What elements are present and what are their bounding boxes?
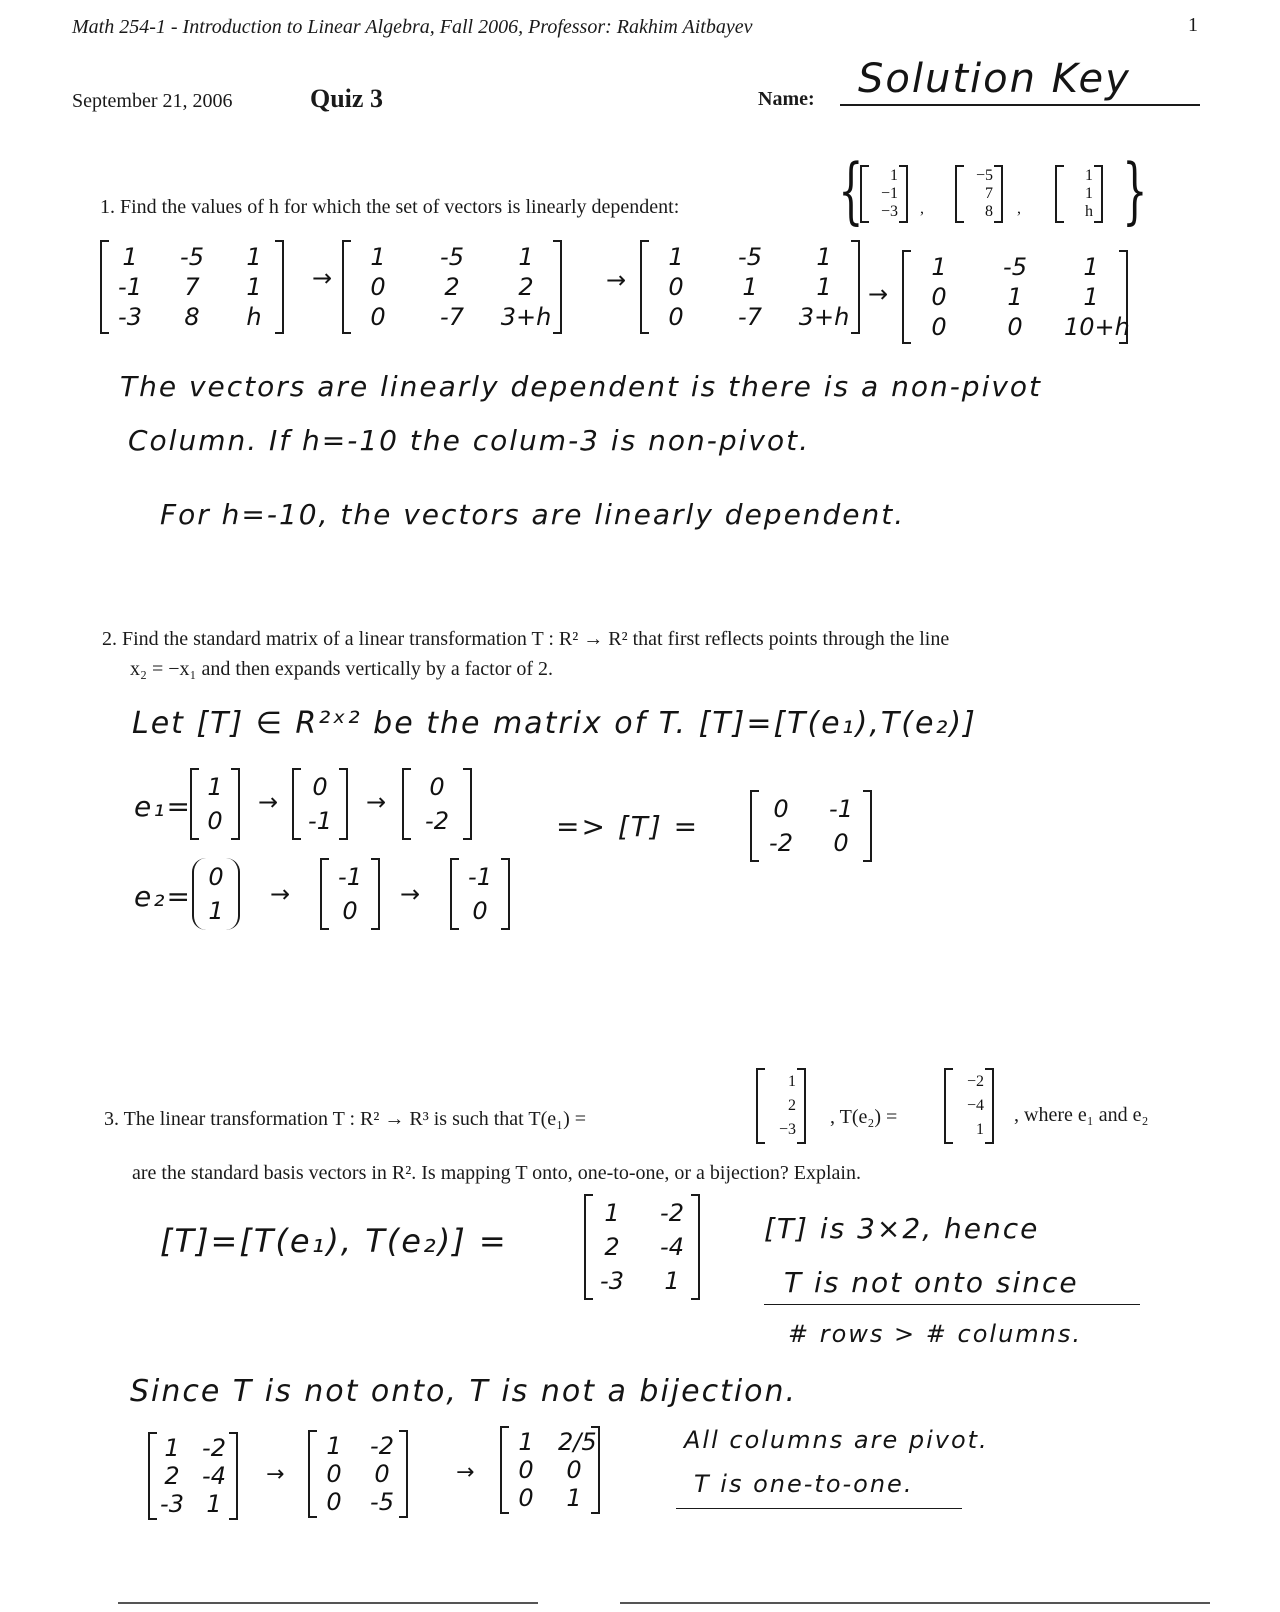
cell: 1 (604, 1199, 620, 1227)
q3-pivot-line-1: All columns are pivot. (684, 1426, 989, 1454)
arrow-icon: → (266, 1462, 287, 1487)
cell: 0 (668, 273, 684, 301)
pivot-underline (676, 1508, 962, 1509)
q1-set-open-brace: { (838, 148, 864, 232)
cell: 1 (1083, 283, 1099, 311)
comma: , (1017, 200, 1021, 217)
cell: 1 (566, 1484, 582, 1512)
q3-since-line: Since T is not onto, T is not a bijection. (130, 1374, 798, 1409)
name-label: Name: (758, 88, 815, 110)
scan-edge-mark (620, 1602, 1210, 1604)
cell: -1 (468, 863, 492, 891)
q2-prompt-line-1: 2. Find the standard matrix of a linear transformation T : R² → R² that first reflects points through the line (102, 628, 950, 650)
q3-note-3: # rows > # columns. (788, 1320, 1083, 1348)
cell: 1 (122, 243, 138, 271)
cell: 1 (518, 243, 534, 271)
cell: −3 (880, 203, 898, 220)
cell: -3 (600, 1267, 624, 1295)
cell: 0 (370, 273, 386, 301)
cell: -4 (660, 1233, 684, 1261)
cell: 0 (370, 303, 386, 331)
cell: -5 (1003, 253, 1027, 281)
cell: 1 (816, 243, 832, 271)
cell: h (1085, 203, 1093, 220)
cell: 1 (664, 1267, 680, 1295)
cell: −1 (880, 185, 898, 202)
e1-expanded (402, 768, 472, 840)
cell: 8 (985, 203, 993, 220)
q3-reduce-3 (500, 1426, 600, 1514)
cell: 1 (788, 1073, 796, 1090)
cell: -3 (160, 1490, 184, 1518)
cell: -1 (338, 863, 362, 891)
q1-answer-line-1: The vectors are linearly dependent is there is a non-pivot (120, 370, 1043, 403)
cell: 0 (931, 283, 947, 311)
cell: 1 (1085, 185, 1093, 202)
cell: 2 (444, 273, 460, 301)
cell: 2 (604, 1233, 620, 1261)
cell: 1 (1085, 167, 1093, 184)
q1-prompt: 1. Find the values of h for which the set of vectors is linearly dependent: (100, 196, 680, 218)
cell: 7 (184, 273, 200, 301)
cell: -5 (738, 243, 762, 271)
q1-conclusion: For h=-10, the vectors are linearly dependent. (160, 498, 906, 531)
cell: -2 (769, 829, 793, 857)
cell: 0 (518, 1484, 534, 1512)
cell: 2/5 (558, 1428, 597, 1456)
cell: 0 (326, 1488, 342, 1516)
name-underline (840, 104, 1200, 106)
q1-set-close-brace: } (1122, 148, 1148, 232)
cell: 1 (370, 243, 386, 271)
cell: 2 (518, 273, 534, 301)
q3-T-def: [T]=[T(e₁), T(e₂)] = (160, 1222, 508, 1260)
cell: 1 (742, 273, 758, 301)
q3-reduce-2 (308, 1430, 408, 1518)
cell: −4 (966, 1097, 984, 1114)
cell: 0 (668, 303, 684, 331)
page-number: 1 (1188, 14, 1198, 36)
cell: 1 (518, 1428, 534, 1456)
arrow-icon: → (868, 280, 891, 308)
q1-vector-1 (860, 165, 908, 223)
cell: 2 (164, 1462, 180, 1490)
cell: 0 (931, 313, 947, 341)
e1-label: e₁= (134, 790, 192, 823)
cell: -1 (308, 807, 332, 835)
cell: -2 (660, 1199, 684, 1227)
cell: -3 (118, 303, 142, 331)
cell: 1 (890, 167, 898, 184)
cell: 8 (184, 303, 200, 331)
arrow-icon: → (270, 880, 293, 908)
cell: -7 (440, 303, 464, 331)
cell: -2 (425, 807, 449, 835)
comma: , (920, 200, 924, 217)
arrow-icon: → (400, 880, 423, 908)
cell: 1 (1007, 283, 1023, 311)
cell: 1 (206, 1490, 222, 1518)
cell: 0 (326, 1460, 342, 1488)
cell: 0 (833, 829, 849, 857)
q3-prompt-a: 3. The linear transformation T : R² → R³ is such that T(e₁) = (104, 1108, 587, 1130)
q3-Te2 (944, 1068, 994, 1144)
cell: h (246, 303, 262, 331)
cell: 0 (566, 1456, 582, 1484)
cell: -2 (370, 1432, 394, 1460)
cell: 7 (985, 185, 993, 202)
q3-pivot-line-2: T is one-to-one. (694, 1470, 914, 1498)
cell: 3+h (500, 303, 552, 331)
cell: −2 (966, 1073, 984, 1090)
e1-vector (190, 768, 240, 840)
q2-prompt-line-2: x₂ = −x₁ and then expands vertically by a factor of 2. (130, 658, 554, 680)
e2-label: e₂= (134, 880, 192, 913)
cell: 1 (326, 1432, 342, 1460)
cell: -5 (370, 1488, 394, 1516)
cell: 10+h (1064, 313, 1130, 341)
cell: 2 (788, 1097, 796, 1114)
cell: -4 (202, 1462, 226, 1490)
quiz-date: September 21, 2006 (72, 90, 233, 112)
cell: -1 (829, 795, 853, 823)
arrow-icon: → (258, 788, 281, 816)
cell: −3 (778, 1121, 796, 1138)
cell: 0 (429, 773, 445, 801)
cell: -2 (202, 1434, 226, 1462)
cell: -7 (738, 303, 762, 331)
note-underline (764, 1304, 1140, 1305)
cell: 0 (518, 1456, 534, 1484)
cell: 1 (976, 1121, 984, 1138)
cell: -5 (180, 243, 204, 271)
q1-matrix-4 (902, 250, 1128, 344)
q1-vector-3 (1055, 165, 1103, 223)
q3-prompt-line-2: are the standard basis vectors in R². Is mapping T onto, one-to-one, or a bijection? Explain. (132, 1162, 861, 1184)
q1-vector-2 (955, 165, 1003, 223)
e2-vector (192, 858, 240, 930)
q1-answer-line-2: Column. If h=-10 the colum-3 is non-pivot. (128, 424, 811, 457)
cell: 1 (207, 773, 223, 801)
cell: 0 (312, 773, 328, 801)
cell: 0 (374, 1460, 390, 1488)
cell: −5 (975, 167, 993, 184)
cell: 3+h (798, 303, 850, 331)
scan-edge-mark (118, 1602, 538, 1604)
cell: 0 (207, 807, 223, 835)
arrow-icon: → (606, 266, 629, 294)
q3-Te2-label: , T(e₂) = (830, 1106, 898, 1128)
q3-Te1 (756, 1068, 806, 1144)
cell: -1 (118, 273, 142, 301)
arrow-icon: → (456, 1460, 477, 1485)
cell: 1 (816, 273, 832, 301)
q1-matrix-1 (100, 240, 284, 334)
q3-reduce-1 (148, 1432, 238, 1520)
cell: 1 (246, 243, 262, 271)
e2-expanded (450, 858, 510, 930)
q2-let-line: Let [T] ∈ R²ˣ² be the matrix of T. [T]=[T(e₁),T(e₂)] (132, 706, 977, 741)
e2-reflected (320, 858, 380, 930)
q2-T-matrix (750, 790, 872, 862)
q3-T-matrix (584, 1194, 700, 1300)
cell: -5 (440, 243, 464, 271)
cell: 1 (668, 243, 684, 271)
q2-implies: => [T] = (556, 810, 700, 843)
course-title: Math 254-1 - Introduction to Linear Algebra, Fall 2006, Professor: Rakhim Aitbayev (72, 16, 753, 38)
arrow-icon: → (366, 788, 389, 816)
e1-reflected (292, 768, 348, 840)
q3-prompt-b: , where e₁ and e₂ (1014, 1104, 1149, 1126)
cell: 0 (208, 863, 224, 891)
cell: 1 (246, 273, 262, 301)
cell: 1 (164, 1434, 180, 1462)
cell: 0 (342, 897, 358, 925)
q3-note-2: T is not onto since (784, 1266, 1079, 1299)
cell: 0 (472, 897, 488, 925)
quiz-title: Quiz 3 (310, 84, 383, 113)
cell: 1 (931, 253, 947, 281)
name-signature: Solution Key (858, 56, 1131, 102)
q1-matrix-2 (342, 240, 562, 334)
cell: 0 (1007, 313, 1023, 341)
q3-note-1: [T] is 3×2, hence (764, 1212, 1040, 1245)
cell: 1 (1083, 253, 1099, 281)
arrow-icon: → (312, 264, 335, 292)
cell: 1 (208, 897, 224, 925)
q1-matrix-3 (640, 240, 860, 334)
cell: 0 (773, 795, 789, 823)
